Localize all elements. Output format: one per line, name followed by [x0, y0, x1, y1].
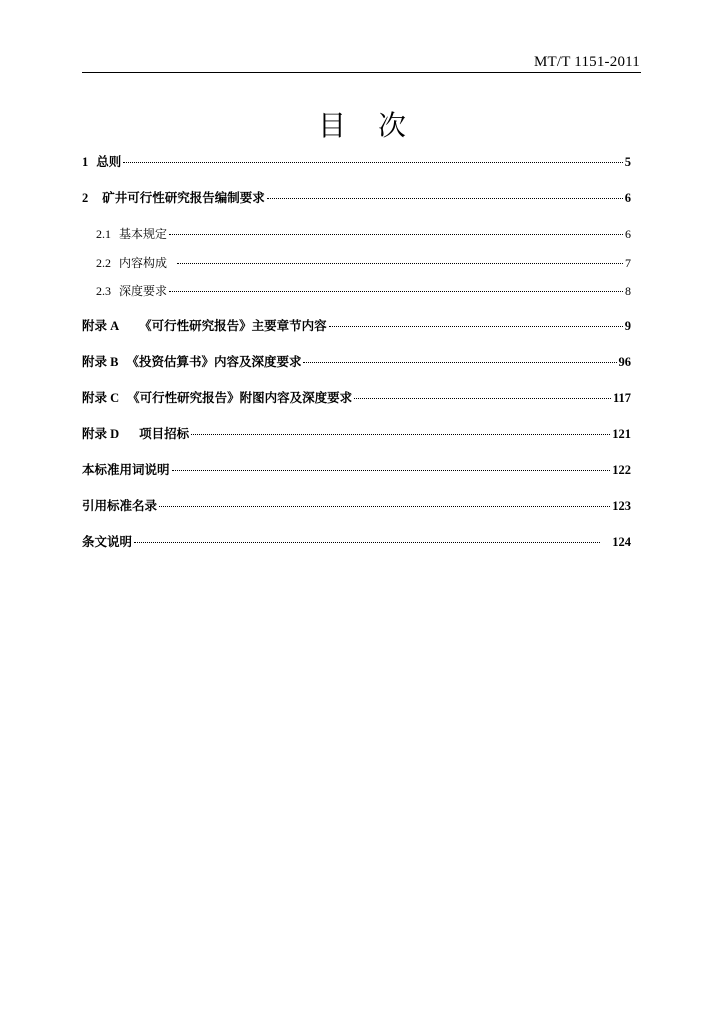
toc-entry-page: 9: [624, 319, 631, 333]
toc-entry-page: 117: [612, 391, 631, 405]
toc-entry-text: 矿井可行性研究报告编制要求: [102, 190, 265, 205]
toc-entry-text: 《投资估算书》内容及深度要求: [126, 354, 302, 369]
dot-leader: [267, 198, 623, 199]
toc-entry-number: 2.3: [96, 284, 111, 298]
toc-entry-page: 8: [625, 284, 631, 298]
toc-entry-label: [82, 318, 327, 334]
toc-entry-number: 附录 A: [82, 319, 120, 333]
toc-entry-label: [82, 534, 132, 550]
dot-leader: [134, 542, 600, 543]
toc-entry-number: 2.2: [96, 256, 111, 270]
toc-entry-label: [82, 190, 265, 206]
dot-leader: [159, 506, 610, 507]
toc-entry-text: 基本规定: [119, 227, 168, 241]
toc-entry[interactable]: [82, 498, 631, 514]
toc-entry-page: 5: [624, 155, 631, 169]
toc-entry-text: 《可行性研究报告》主要章节内容: [139, 318, 327, 333]
toc-entry-number: 2: [82, 191, 89, 205]
dot-leader: [172, 470, 611, 471]
dot-leader: [191, 434, 610, 435]
toc-entry-page: 6: [624, 191, 631, 205]
toc-entry-text: 深度要求: [119, 284, 168, 298]
dot-leader: [169, 291, 623, 292]
toc-entry-page: 7: [625, 256, 631, 270]
toc-entry-label: [96, 226, 167, 242]
toc-entry[interactable]: [82, 426, 631, 442]
toc-entry-page: 124: [612, 535, 631, 549]
toc-entry-label: [82, 426, 189, 442]
toc-entry[interactable]: [82, 154, 631, 170]
toc-entry-text: 总则: [96, 154, 122, 169]
toc-entry[interactable]: [82, 354, 631, 370]
toc-entry-page: 123: [612, 499, 631, 513]
toc-entry-label: [82, 354, 301, 370]
dot-leader: [177, 263, 623, 264]
toc-entry-label: [96, 255, 167, 271]
toc-entry-text: 《可行性研究报告》附图内容及深度要求: [127, 390, 353, 405]
toc-entry-page: 122: [612, 463, 631, 477]
toc-entry-label: [96, 283, 167, 299]
toc-entry-number: 1: [82, 155, 89, 169]
toc-entry-text: 本标准用词说明: [82, 462, 170, 477]
dot-leader: [303, 362, 616, 363]
toc-entry-label: [82, 498, 157, 514]
toc-entry-number: 附录 B: [82, 355, 119, 369]
toc-entry-label: [82, 390, 352, 406]
toc-entry[interactable]: [96, 226, 631, 242]
toc-entry-text: 项目招标: [139, 426, 190, 441]
toc-entry-number: 2.1: [96, 227, 111, 241]
dot-leader: [169, 234, 623, 235]
toc-entry[interactable]: [82, 534, 631, 550]
toc-entry-page: 96: [618, 355, 631, 369]
toc-entry-number: 附录 D: [82, 427, 120, 441]
toc-entry[interactable]: [96, 283, 631, 299]
dot-leader: [123, 162, 622, 163]
toc-entry[interactable]: [96, 255, 631, 271]
toc-entry-text: 条文说明: [82, 534, 133, 549]
header-standard-code: MT/T 1151-2011: [534, 54, 640, 70]
toc-title: 目次: [317, 109, 438, 142]
toc-entry[interactable]: [82, 190, 631, 206]
dot-leader: [354, 398, 611, 399]
toc-entry-label: [82, 154, 121, 170]
toc-entry-number: 附录 C: [82, 391, 120, 405]
toc-entry-text: 内容构成: [119, 256, 168, 270]
toc-entry-label: [82, 462, 170, 478]
toc-entry-page: 6: [625, 227, 631, 241]
toc-entry[interactable]: [82, 462, 631, 478]
dot-leader: [329, 326, 623, 327]
toc-entry-text: 引用标准名录: [82, 498, 158, 513]
toc-entry-page: 121: [612, 427, 631, 441]
toc-entry[interactable]: [82, 390, 631, 406]
header-rule: [82, 72, 641, 73]
toc-entry[interactable]: [82, 318, 631, 334]
